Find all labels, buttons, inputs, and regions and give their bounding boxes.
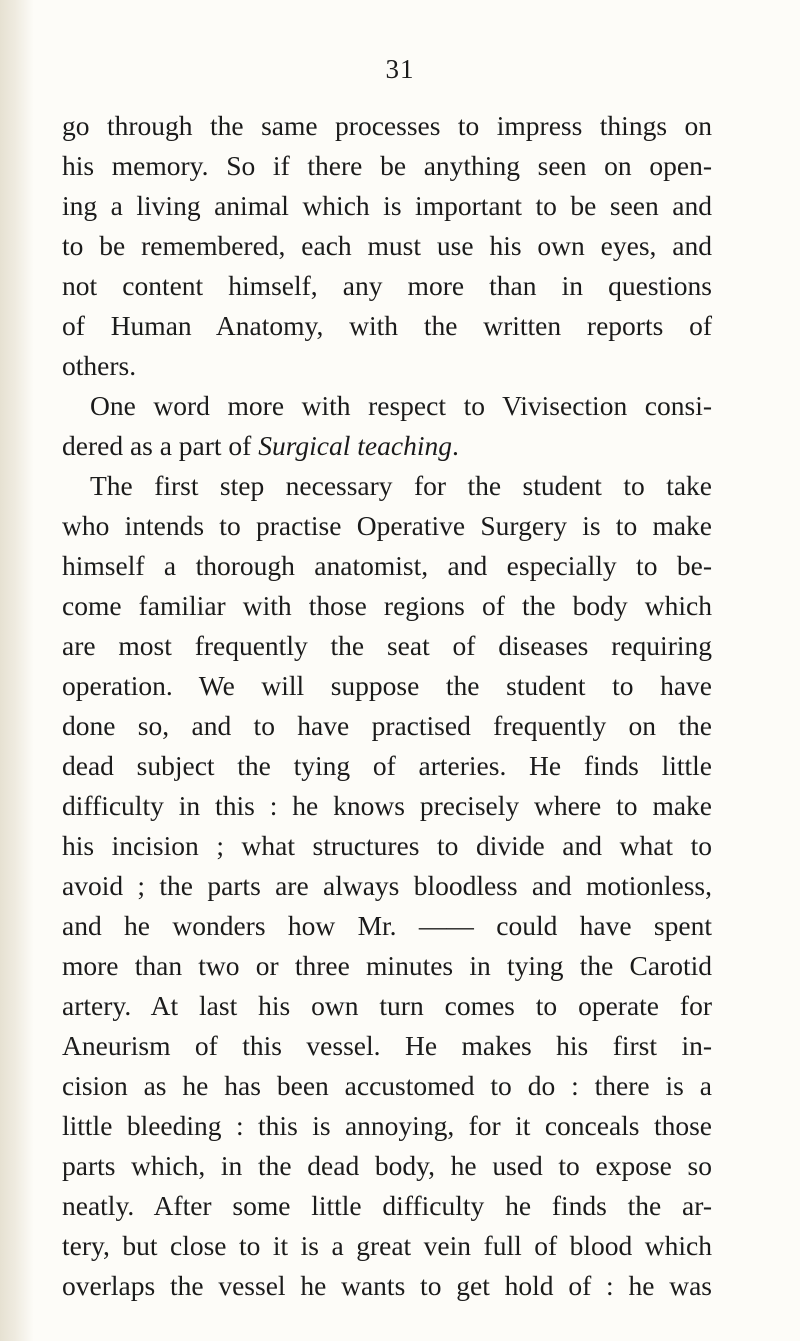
text-line (62, 426, 712, 466)
italic-phrase: Surgical teaching (258, 430, 452, 461)
text-run: dered as a part of (62, 430, 259, 461)
text-line (62, 546, 712, 586)
text-run: himself a thorough anatomist, and especially to be- (62, 550, 712, 581)
text-run: are most frequently the seat of diseases requiring (62, 630, 712, 661)
text-line (62, 1186, 712, 1226)
text-line (62, 626, 712, 666)
text-line (62, 826, 712, 866)
text-run: difficulty in this : he knows precisely where to make (62, 790, 712, 821)
text-run: go through the same processes to impress things on (62, 110, 712, 141)
text-line (62, 986, 712, 1026)
text-run: One word more with respect to Vivisection consi- (90, 390, 712, 421)
text-run: tery, but close to it is a great vein full of blood which (62, 1230, 712, 1261)
text-line (62, 186, 712, 226)
text-run: . (451, 430, 459, 461)
text-run: his incision ; what structures to divide and what to (62, 830, 712, 861)
text-run: parts which, in the dead body, he used to expose so (62, 1150, 712, 1181)
text-run: Aneurism of this vessel. He makes his first in- (62, 1030, 712, 1061)
text-line (62, 946, 712, 986)
text-line (62, 466, 712, 506)
text-run: not content himself, any more than in questions (62, 270, 712, 301)
body-text (62, 106, 712, 1306)
text-line (62, 866, 712, 906)
text-run: operation. We will suppose the student to have (62, 670, 712, 701)
text-run: more than two or three minutes in tying the Carotid (62, 950, 712, 981)
text-run: of Human Anatomy, with the written reports of (62, 310, 712, 341)
text-run: little bleeding : this is annoying, for it conceals those (62, 1110, 712, 1141)
page-number: 31 (385, 54, 415, 84)
text-line (62, 146, 712, 186)
text-line (62, 106, 712, 146)
text-run: avoid ; the parts are always bloodless and motionless, (62, 870, 712, 901)
text-line (62, 1066, 712, 1106)
text-run: cision as he has been accustomed to do : there is a (62, 1070, 712, 1101)
text-run: dead subject the tying of arteries. He finds little (62, 750, 712, 781)
text-run: artery. At last his own turn comes to operate for (62, 990, 712, 1021)
text-line (62, 386, 712, 426)
text-line (62, 1266, 712, 1306)
text-line (62, 1226, 712, 1266)
text-line (62, 1106, 712, 1146)
text-line (62, 666, 712, 706)
text-line (62, 906, 712, 946)
text-line (62, 346, 712, 386)
text-run: overlaps the vessel he wants to get hold of : he was (62, 1270, 712, 1301)
text-run: to be remembered, each must use his own eyes, and (62, 230, 712, 261)
text-line (62, 586, 712, 626)
text-run: and he wonders how Mr. —— could have spent (62, 910, 712, 941)
text-line (62, 266, 712, 306)
text-run: ing a living animal which is important to be seen and (62, 190, 712, 221)
text-run: neatly. After some little difficulty he finds the ar- (62, 1190, 712, 1221)
text-line (62, 306, 712, 346)
text-line (62, 506, 712, 546)
text-line (62, 1026, 712, 1066)
page-edge-shadow (0, 0, 34, 1341)
text-line (62, 1146, 712, 1186)
text-run: his memory. So if there be anything seen on open- (62, 150, 712, 181)
text-line (62, 226, 712, 266)
text-line (62, 746, 712, 786)
text-line (62, 706, 712, 746)
text-run: come familiar with those regions of the body which (62, 590, 712, 621)
text-line (62, 786, 712, 826)
text-run: done so, and to have practised frequently on the (62, 710, 712, 741)
text-run: others. (62, 350, 137, 381)
text-run: The first step necessary for the student to take (90, 470, 712, 501)
text-run: who intends to practise Operative Surgery is to make (62, 510, 712, 541)
